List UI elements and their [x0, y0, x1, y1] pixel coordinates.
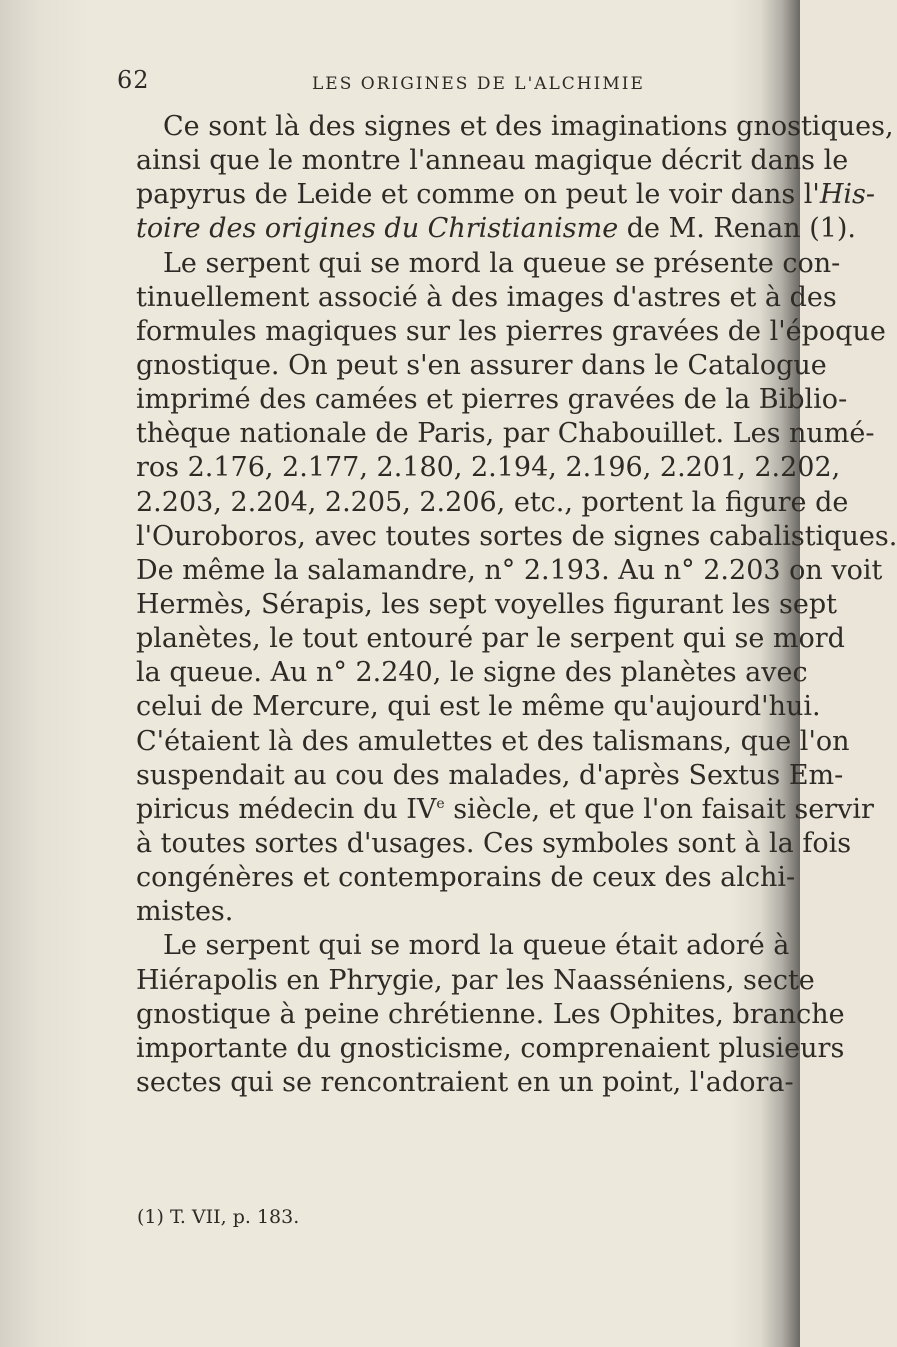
text-line: la queue. Au n° 2.240, le signe des planètes avec [136, 657, 808, 689]
running-title: LES ORIGINES DE L'ALCHIMIE [312, 74, 645, 94]
text-line: Hermès, Sérapis, les sept voyelles figurant les sept [136, 588, 838, 620]
book-title-italic: His- [819, 179, 876, 211]
text-line: à toutes sortes d'usages. Ces symboles sont à la fois [136, 827, 852, 859]
footnote: (1) T. VII, p. 183. [137, 1206, 300, 1228]
text-line: 2.203, 2.204, 2.205, 2.206, etc., portent la figure de [136, 486, 849, 518]
text-line: Hiérapolis en Phrygie, par les Naasséniens, secte [136, 964, 815, 996]
text-line: suspendait au cou des malades, d'après Sextus Em- [136, 759, 844, 791]
text-line: mistes. [136, 896, 234, 928]
body-text [136, 110, 897, 1100]
text-line: formules magiques sur les pierres gravées de l'époque [136, 315, 886, 347]
superscript: e [436, 795, 445, 812]
text-line: congénères et contemporains de ceux des alchi- [136, 862, 796, 894]
text-segment: siècle, et que l'on faisait servir [444, 793, 874, 825]
text-segment: piricus médecin du IV [136, 793, 437, 825]
page-number: 62 [117, 66, 150, 94]
text-line [136, 793, 874, 827]
text-line: Le serpent qui se mord la queue se présente con- [163, 247, 841, 279]
text-line: thèque nationale de Paris, par Chabouillet. Les numé- [136, 418, 875, 450]
text-line: C'étaient là des amulettes et des talismans, que l'on [136, 725, 850, 757]
text-line: imprimé des camées et pierres gravées de la Biblio- [136, 384, 848, 416]
text-line [136, 178, 876, 212]
text-line: l'Ouroboros, avec toutes sortes de signes cabalistiques. [136, 520, 897, 552]
text-line: ainsi que le montre l'anneau magique décrit dans le [136, 145, 849, 177]
text-line: gnostique. On peut s'en assurer dans le Catalogue [136, 349, 827, 381]
book-title-italic: toire des origines du Christianisme [136, 213, 619, 245]
text-line: Le serpent qui se mord la queue était adoré à [163, 930, 790, 962]
text-line: ros 2.176, 2.177, 2.180, 2.194, 2.196, 2.201, 2.202, [136, 452, 841, 484]
text-line: Ce sont là des signes et des imaginations gnostiques, [163, 111, 894, 142]
text-line: sectes qui se rencontraient en un point, l'adora- [136, 1066, 794, 1098]
text-line: importante du gnosticisme, comprenaient plusieurs [136, 1032, 845, 1064]
text-segment: papyrus de Leide et comme on peut le voir dans l' [136, 179, 820, 211]
text-line: gnostique à peine chrétienne. Les Ophites, branche [136, 998, 845, 1030]
text-line: planètes, le tout entouré par le serpent qui se mord [136, 623, 845, 655]
text-line: celui de Mercure, qui est le même qu'aujourd'hui. [136, 691, 821, 723]
text-segment: de M. Renan (1). [618, 213, 857, 245]
text-line [136, 212, 857, 246]
text-line: De même la salamandre, n° 2.193. Au n° 2.203 on voit [136, 554, 883, 586]
text-line: tinuellement associé à des images d'astres et à des [136, 281, 837, 313]
